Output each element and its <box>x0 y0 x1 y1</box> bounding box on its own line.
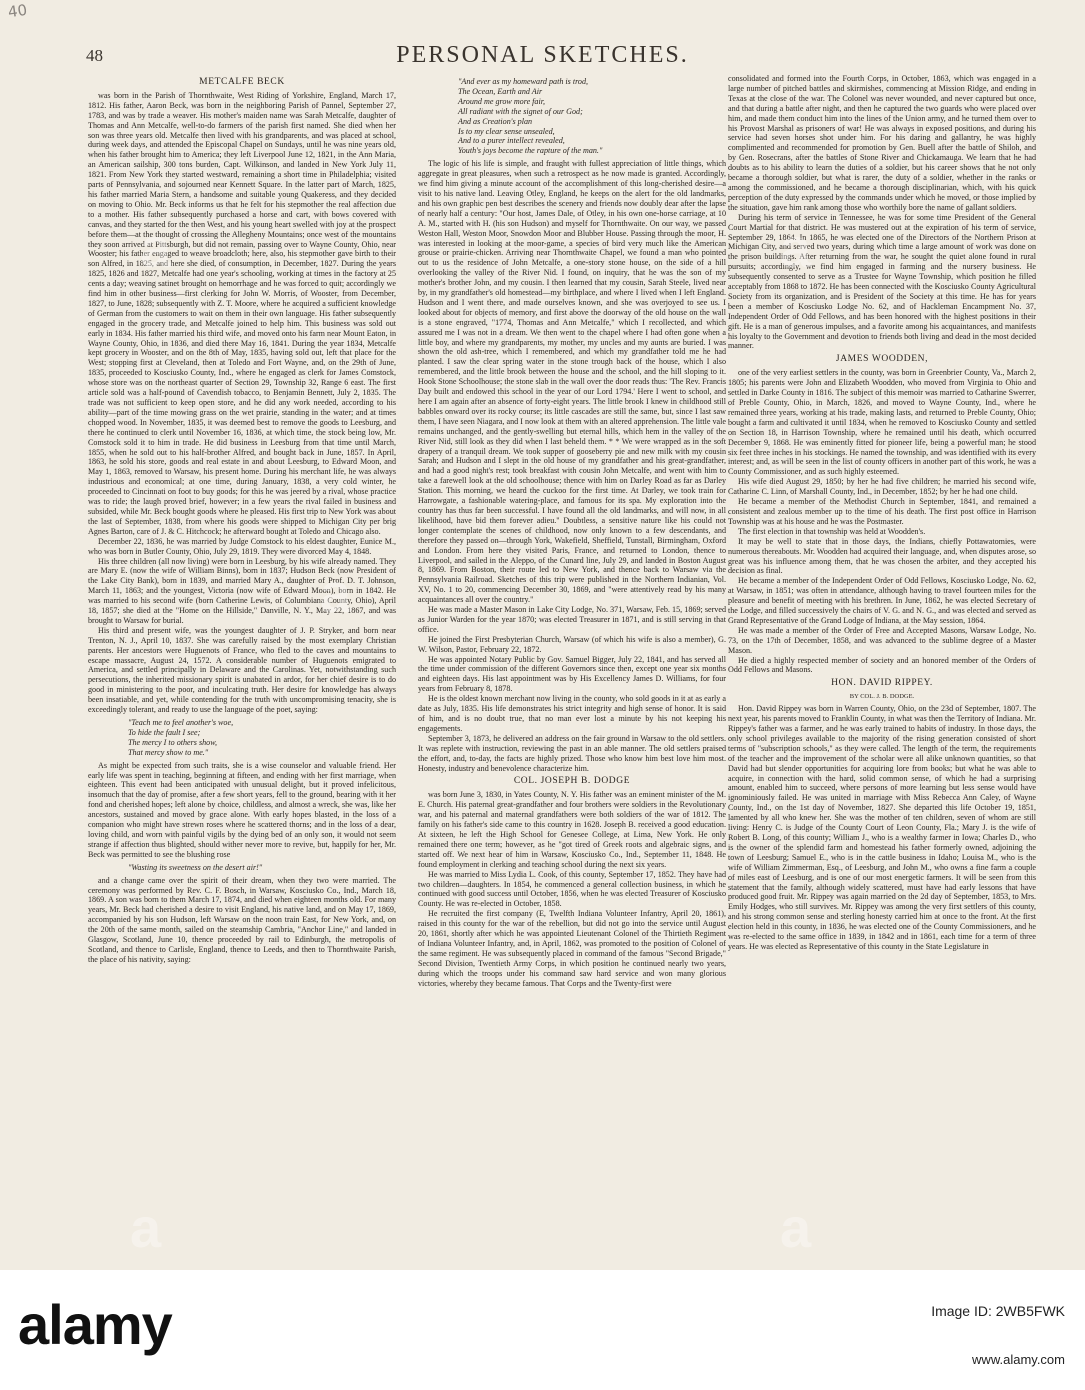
paragraph: He is the oldest known merchant now living in the county, who sold goods in it at as early a date as July, 1835. His life demonstrates his strict integrity and high sense of honor. It is said of him, and is no doubt true, that no man ever lost a minute by his not keeping his engagements. <box>418 694 726 733</box>
paragraph: He recruited the first company (E, Twelfth Indiana Volunteer Infantry, April 20, 1861), raised in this county for the war of the rebellion, but did not go into the service until August 20, 1861, shortly after which he was appointed Lieutenant Colonel of the Thirtieth Regiment of Indiana Volunteer Infantry, and, in April, 1862, was promoted to the position of Colonel of the same regiment. He was subsequently placed in command of the famous "Second Brigade," Second Division, Twentieth Army Corps, in which position he continued nearly two years, during which the troops under his command saw hard service and won many glorious victories, whereby they became famous. That Corps and the Twenty-first were <box>418 909 726 988</box>
paragraph: During his term of service in Tennessee, he was for some time President of the General Court Martial for that district. He was mustered out at the expiration of his term of service, September 29, 1864. In 1865, he was elected one of the Directors of the Northern Prison at Michigan City, and served two years, during which time a large amount of work was done on the prison buildings. After returning from the war, he sought the quiet alone found in rural pursuits; accordingly, we find him engaged in farming and the nursery business. He subsequently consented to serve as a Trustee for Wayne Township, which position he filled acceptably from 1868 to 1872. He has been connected with the Kosciusko County Agricultural Society from its organization, and is President of the Society at this time. He has for years been a member of Kosciusko Lodge No. 62, and of Hackleman Encampment No. 37, Independent Order of Odd Fellows, and has been honored with the highest positions in their gift. He is a man of generous impulses, and a favorite among his acquaintances, and manifests his loyalty to the Government and devotion to friends both living and dead in the most decided manner. <box>728 212 1036 351</box>
paragraph: He was married to Miss Lydia L. Cook, of this county, September 17, 1852. They have had two children—daughters. In 1854, he commenced a general collection business, in which he continued with good success until October, 1856, when he was elected Treasurer of Kosciusko County. He was re-elected in October, 1858. <box>418 869 726 909</box>
text-column-left <box>88 74 396 1244</box>
paragraph: Hon. David Rippey was born in Warren County, Ohio, on the 23d of September, 1807. The next year, his parents moved to Franklin County, in what was then the Territory of Indiana. Mr. Rippey's father was a farmer, and he was early trained to habits of industry. In those days, the only school privileges available to the majority of the rising generation consisted of short terms of "subscription schools," as they were called. The length of the term, the requirements of the teacher and the improvement of the scholar were all alike unknown quantities, so that David had but slender opportunities for acquiring lore from books; but what he was able to acquire, in connection with the hard, solid common sense, of which he had a surprising amount, enabled him to succeed, where persons of more learning but less sense would have ignominiously failed. He was united in marriage with Miss Rebecca Ann Caley, of Wayne County, Ind., on the 1st day of November, 1827. She departed this life October 19, 1851, lamented by all who knew her. She was the mother of ten children, seven of whom are still living: Henry C. is Judge of the County Court of Leon County, Fla.; Mary J. is the wife of Robert B. Long, of this county; William J., who is a wealthy farmer in Iowa; Charles D., who is the owner of the splendid farm and homestead his father formerly owned, adjoining the town of Leesburg; Samuel E., who is in the cattle business in Idaho; Louisa M., who is the wife of William Zimmerman, Esq., of Leesburg, and John M., who owns a fine farm a couple of miles east of Leesburg, and is one of our most energetic farmers. It will be seen from this statement that the family, although widely scattered, must have had early lessons that have produced good fruit. Mr. Rippey was again married on the 2d day of September, 1853, to Mrs. Emily Hodges, who still survives. Mr. Rippey was among the very first settlers of this county, and his strong common sense and sterling honesty carried him at once to the front. At the first election held in this county, in 1836, he was elected one of the County Commissioners, and he was re-elected to the same office in 1839, in 1842 and in 1861, each time for a term of three years. He was elected as Representative of this county in the State Legislature in <box>728 704 1036 951</box>
watermark-ghost: a <box>320 561 352 624</box>
verse-line: Youth's joys become the rapture of the man." <box>458 146 603 156</box>
verse-line: All radiant with the signet of our God; <box>458 106 583 116</box>
paragraph: He joined the First Presbyterian Church, Warsaw (of which his wife is also a member), G. W. Wilson, Pastor, February 22, 1872. <box>418 634 726 654</box>
verse-line: The Ocean, Earth and Air <box>458 86 543 96</box>
section-title-david-rippey: HON. DAVID RIPPEY. <box>831 678 933 689</box>
section-title-metcalfe-beck: METCALFE BECK <box>199 77 285 87</box>
text-column-middle <box>418 74 726 1244</box>
paragraph: He was made a member of the Order of Free and Accepted Masons, Warsaw Lodge, No. 73, on the 17th of December, 1858, and was advanced to the sublime degree of a Master Mason. <box>728 625 1036 655</box>
paragraph: September 3, 1873, he delivered an address on the fair ground in Warsaw to the old settlers. It was replete with instruction, reviewing the past in an able manner. The old settlers praised the effort, and, to-day, the facts are highly prized. Those who know him best love him most. Honesty, industry and benevolence characterize him. <box>418 733 726 773</box>
text-column-right <box>728 74 1036 1244</box>
paragraph: and a change came over the spirit of their dream, when they two were married. The ceremony was performed by Rev. C. F. Bosch, in Warsaw, Kosciusko Co., Ind., March 18, 1869. A son was born to them March 17, 1874, and died when eighteen months old. For many years, Mr. Beck had cherished a desire to visit England, his native land, and on May 17, 1869, accompanied by his son Hudson, left Warsaw on the noon train East, for New York, and, on the 20th of the same month, sailed on the steamship Cambria, "Anchor Line," and landed in Glasgow, Scotland, June 10, thence proceeded by rail to Edinburgh, the metropolis of Scotland, and thence to Carlisle, England, thence to Leeds, and then to Thornthwaite Parish, the place of his nativity, saying: <box>88 875 396 964</box>
paragraph: He was made a Master Mason in Lake City Lodge, No. 371, Warsaw, Feb. 15, 1869; served as Junior Warden for the year 1870; was elected Treasurer in 1871, and is still serving in that office. <box>418 605 726 634</box>
paragraph: His three children (all now living) were born in Leesburg, by his wife already named. They are Mary E. (now the wife of William Binns), born in 1837; Hudson Beck (now President of the Lake City Bank), born in 1839, and married Mary A., daughter of Prof. D. T. Johnson, March 11, 1863; and the youngest, Victoria (now wife of Edward Moon), born in 1842. He was married to his second wife (born Catherine Lewis, of Columbiana County, Ohio), April 18, 1857; she died at the "Home on the Hillside," Danville, N. Y., May 22, 1867, and was brought to Warsaw for burial. <box>88 556 396 625</box>
pencil-page-mark: 40 <box>6 0 29 22</box>
verse-line: That mercy show to me." <box>128 747 209 757</box>
watermark-url: www.alamy.com <box>972 1352 1065 1367</box>
paragraph: consolidated and formed into the Fourth Corps, in October, 1863, which was engaged in a large number of pitched battles and skirmishes, commencing at Mission Ridge, and ending in Texas at the close of the war. The Colonel was never wounded, and never captured but once, and that during a battle after night, and then he captured the two guards who were placed over him, and made them conduct him into the lines of the Union army, and he turned them over to his Provost Marshal as prisoners of war! He was always in exposed positions, and during his service had seven horses shot under him. For his daring and gallantry, he was highly complimented and recommended for promotion by Gen. Buell after the battle of Shiloh, and by Gen. Rosecrans, after the battles of Stone River and Chickamauga. We learn that he had doubts as to his ability to learn the duties of a soldier, but his career shows that he not only became a thorough soldier, but what is rarer, the duty of a soldier, whether in the ranks or among the commissioned, and he became a thorough disciplinarian, which, with his quick perception of the duty expressed by the commands under which he moved, or those implied by the situation, gave him rank among those who worthily bore the name of gallant soldiers. <box>728 74 1036 212</box>
watermark-ghost: a <box>130 1196 162 1259</box>
paragraph: His third and present wife, was the youngest daughter of J. P. Stryker, and born near Trenton, N. J., April 10, 1837. She was carefully raised by the most exemplary Christian parents. Her ancestors were Huguenots of France, who fled to the caves and mountains to escape massacre, August 24, 1572. A considerable number of Huguenots emigrated to America, and settled principally in Delaware and the Carolinas. Yet, notwithstanding such persecutions, the inherited missionary spirit is unabated in ardor, for her chief desire is to do good in ministering to the poor, and inculcating truth. Her desire for knowledge has always been insatiable, and yet, while contending for the truth with uncompromising tenacity, she is exceedingly tolerant, and ready to use the language of the poet, saying: <box>88 625 396 715</box>
byline: BY COL. J. B. DODGE. <box>849 693 915 701</box>
verse-line: And as Creation's plan <box>458 116 533 126</box>
paragraph: He became a member of the Methodist Church in September, 1841, and remained a consistent and zealous member up to the time of his death. The first post office in Harrison Township was at his house and he was the Postmaster. <box>728 497 1036 526</box>
verse-line: Is to my clear sense unsealed, <box>458 126 555 136</box>
paragraph: one of the very earliest settlers in the county, was born in Greenbrier County, Va., March 2, 1805; his parents were John and Elizabeth Woodden, who moved from Virginia to Ohio and settled in Darke County in 1816. The subject of this memoir was married to Catharine Swerrer, of Preble County, Ohio, in March, 1826, and moved to Wayne County, Ind., where he remained three years, working at his trade, making lasts, and returned to Preble County, Ohio; bought a farm and cultivated it until 1834, when he removed to Kosciusko County and settled on Section 18, in Harrison Township, where he remained until his death, which occurred December 9, 1868. He was eminently fitted for pioneer life, being a powerful man; he stood six feet three inches in his stockings. He named the township, and was identified with its every interest; and, as will be seen in the list of county officers in another part of this work, he was a County Commissioner, and as such highly esteemed. <box>728 368 1036 477</box>
verse-quote <box>458 77 726 156</box>
paragraph: December 22, 1836, he was married by Judge Comstock to his eldest daughter, Eunice M., who was born in Butler County, Ohio, July 29, 1819. They were divorced May 4, 1848. <box>88 536 396 556</box>
verse-line: "Teach me to feel another's woe, <box>128 718 234 727</box>
image-id-label: Image ID: 2WB5FWK <box>931 1303 1065 1319</box>
paragraph: His wife died August 29, 1850; by her he had five children; he married his second wife, Catharine C. Linn, of Marshall County, Ind., in December, 1852; by her he had one child. <box>728 477 1036 497</box>
watermark-ghost: a <box>780 1196 812 1259</box>
paragraph: was born in the Parish of Thornthwaite, West Riding of Yorkshire, England, March 17, 1812. His father, Aaron Beck, was born in the neighboring Parish of Pannel, September 27, 1783, and was by trade a weaver. His mother's maiden name was Sarah Metcalfe, daughter of Thomas and Ann Metcalfe, well-to-do farmers of the parish first named. She died when her son was three years old. Metcalfe then lived with his grandparents, and was placed at school, during week days, and attended the Episcopal Chapel on Sundays, until he was nine years old, when his father brought him to America; they left Liverpool June 12, 1821, in the Ann Maria, an American sailship, 300 tons burden, Capt. Wilkinson, and landed in New York July 11, 1821. From New York they started westward, remaining a short time in Philadelphia; visited parts of Pennsylvania, and sojourned near Kennett Square. In the latter part of March, 1825, his father married Maria Stern, a handsome and suitable young Quakeress, and they decided on moving to Ohio. Mr. Beck informs us that he felt for his stepmother the real affection due to a mother. His father subsequently purchased a horse and cart, with bows covered with canvas, and they started for the then West, and his young heart swelled with joy at the prospect before them—at the thought of crossing the Allegheny Mountains; once west of the mountains they soon arrived at Pittsburgh, but did not remain, passing over to Wayne County, Ohio, near Wooster; his father engaged to weave broadcloth; here, also, his stepmother gave birth to their son Alfred, in 1825, and here she died, of consumption, in December, 1827. During the years 1825, 1826 and 1827, Metcalfe had one year's schooling, working at times in the factory at 25 cents a day; weaving satinet brought on hemorrhage and he was forced to quit; accordingly we find him in other business—first clerking for John W. Morris, of Wooster, from December, 1827, to June, 1828; subsequently with Z. T. Moore, where he acquired a sufficient knowledge of German from the customers to wait on them in their own language. His father subsequently engaged in the grocery trade, and Metcalfe joined to help him. This business was sold out early in 1834. His father married his third wife, and moved onto his farm near Mount Eaton, in Wayne County, Ohio, in 1836, and died there May 16, 1841. During the year 1834, Metcalfe kept grocery in Wooster, and on the 8th of May, 1835, having sold out, left that place for the West; stopping first at Cleveland, then at Toledo and Fort Wayne, and, on the 29th of June, 1835, proceeded to Kosciusko County, Ind., where he engaged as clerk for James Comstock, whose store was on the northeast quarter of Section 29, Township 32, Range 6 east. The first article sold was a half-pound of Cavendish tobacco, to Benjamin Bennett, July 2, 1835. The trade was not sufficient to keep open store, and he did any work needed, according to his ability—part of the time mowing grass on the wet prairie, standing in the water; and at times chopped wood. In November, 1835, it was deemed best to remove the goods to Leesburg, and there he continued to clerk until November 16, 1836, at which time, the stock being low, Mr. Comstock sold it to him in trade. He did business in Leesburg from that time until March, 1855, when he sold out to his half-brother Alfred, and bought back in June, 1857. In April, 1863, he sold his store, goods and real estate in and about Leesburg, to Edward Moon, and May 1, 1863, removed to Warsaw, his present home. During his merchant life, he was always industrious and economical; at one time, during January, 1838, a very cold winter, he proceeded to Cincinnati on foot to buy goods; for this he was jeered by a rival, whose practice was to ride; the laugh proved brief, however; in a few years the rival failed in business and subsided, while Mr. Beck bought goods where he pleased. His first trip to New York was about the last of September, 1838, from where his goods were shipped to Michigan City per brig Agnes Barton, care of J. & C. Hitchcock; he afterward bought at Toledo and Chicago also. <box>88 90 396 536</box>
verse-line: And to a purer intellect revealed, <box>458 136 565 146</box>
paragraph: It may be well to state that in those days, the Indians, chiefly Pottawatomies, were numerous thereabouts. Mr. Woodden had acquired their language, and, when disputes arose, so great was his influence among them, that he was chosen the arbiter, and they accepted his decision as final. <box>728 536 1036 576</box>
section-title-james-woodden: JAMES WOODDEN, <box>835 354 929 365</box>
paragraph: As might be expected from such traits, she is a wise counselor and valuable friend. Her early life was spent in teaching, beginning at fifteen, and ending with her first marriage, when eighteen. This event had been anticipated with unusual delight, but it proved infelicitous, insomuch that the day of promise, after a few short years, fell to the ground, bearing with it her fond and cherished hopes; left alone by choice, childless, and almost a wreck, she was, like her ancestors, sustained and moved by grace alone. With early hopes blasted, in the loss of a companion who might have strewn roses where he scattered thorns; and in the loss of a dear, loving child, and worn with painful vigils by the dying bed of an only son, it would not seem strange if affection thus blighted, should wither never more to revive, but, happily for her, Mr. Beck was permitted to see the blushing rose <box>88 760 396 859</box>
paragraph: was born June 3, 1830, in Yates County, N. Y. His father was an eminent minister of the M. E. Church. His paternal great-grandfather and four brothers were soldiers in the Revolutionary war, and his paternal and maternal grandfathers were both soldiers of the war of 1812. The family on his father's side came to this country in 1628. Joseph B. received a good education. At sixteen, he left the High School for Genesee College, at Lima, New York. He only remained there one term; however, as he "got tired of Greek roots and algebraic signs, and started off. We next hear of him in Warsaw, Kosciusko Co., Ind., September 11, 1848. He found employment in clerking and teaching school during the next six years. <box>418 790 726 869</box>
page-number: 48 <box>86 46 103 65</box>
running-head: PERSONAL SKETCHES. <box>396 42 689 68</box>
verse-line: The mercy I to others show, <box>128 737 218 747</box>
section-title-joseph-dodge: COL. JOSEPH B. DODGE <box>513 776 631 787</box>
paragraph: He died a highly respected member of society and an honored member of the Orders of Odd Fellows and Masons. <box>728 655 1036 675</box>
verse-line: Around me grow more fair, <box>458 96 546 106</box>
verse-quote <box>128 863 396 873</box>
watermark-ghost: a <box>140 216 172 279</box>
paragraph: He became a member of the Independent Order of Odd Fellows, Kosciusko Lodge, No. 62, at Warsaw, in 1851; was often in attendance, although having to travel fourteen miles for the pleasure and benefit of meeting with his brethren. In June, 1862, he was elected Secretary of the Lodge, and filled successively the chairs of V. G. and N. G., and was elected and served as Grand Representative of the Grand Lodge of Indiana, at the May session, 1864. <box>728 576 1036 625</box>
verse-line: "And ever as my homeward path is trod, <box>458 77 589 86</box>
verse-quote <box>128 718 396 758</box>
alamy-logo: alamy <box>18 1293 172 1356</box>
verse-line: "Wasting its sweetness on the desert air!" <box>128 862 263 872</box>
verse-line: To hide the fault I see; <box>128 727 201 737</box>
paragraph: The logic of his life is simple, and fraught with fullest appreciation of little things, which aggregate in great pleasures, when such a retrospect as he now made is granted. Accordingly, we find him giving a minute account of the accomplishment of this long-cherished desire—a visit to his native land. Leaving Otley, England, he keeps on the alert for the old landmarks, and his own graphic pen best describes the scenery and friends now doubly dear after the lapse of nearly half a century: "Our host, James Dale, of Otley, in his own one-horse carriage, at 10 A. M., started with H. (his son Hudson) and myself for Thornthwaite. On our way, we passed Weston Hall, Weston Moor, Snowdon Moor and Blubber House. Passing through the moor, H. was interested in looking at the moor-game, a species of bird very much like the American grouse or prairie-chicken. Arriving near Thornthwaite Chapel, we found a man who pointed out to us the residence of John Metcalfe, a one-story stone house, on the side of a hill overlooking the valley of the River Nid. I found, on inquiry, that he was the son of my mother's brother John, and my cousin. I then learned that my cousin, Sarah Steele, lived near by, in my grandfather's old homestead—my birthplace, and where I lived when I left England. Hudson and I went there, and made ourselves known, and she was overjoyed to see us. I looked about for objects of memory, and first above the doorway of the old house on the wall is a stone engraved, "1774, Thomas and Ann Metcalfe," which I recollected, and which assured me I was not in a dream. We then went to the chapel where I had often gone when a little boy, and where my grandparents, my mother, my uncles and my aunts are buried. I was shown the old ash-tree, which I remembered, and which my grandfather told me he had planted. I saw the clear spring water in the stone trough back of the house, which I also remembered, and the little brook between the house and the school, and the hill sloping to it. Hook Stone Schoolhouse; the stone slab in the wall over the door reads thus: 'The Rev. Francis Day built and endowed this school in the year of our Lord 1794.' Here I went to school, and here I am again after an absence of forty-eight years. The little brook I knew in childhood still babbles onward over its rocky course; its little cascades are still the same, but, since I last saw them, I have seen Niagara, and I now look at them with an altered apprehension. The little vale remains unchanged, and the gently-swelling but eternal hills, which hem in the valley of the River Nid, still look as they did when I last beheld them. * * We were wrapped as in the soft drapery of a tranquil dream. We took supper of gooseberry pie and new milk with my cousin Sarah; and Hudson and I slept in the old house of my grandfather and his great-grandfather, and had a good night's rest; took breakfast with cousin John Metcalfe, and went with him to take a farewell look at the old schoolhouse; thence with him on Darley Road as far as Darley Station. This morning, we heard the cuckoo for the first time. At Darley, we took train for Harrowgate, a fashionable watering-place, and famous for its spa. My exploration into the country has thus far been successful. I have found all the old landmarks, and will now, in all likelihood, have bid them forever adieu." Doubtless, a sensitive nature like his could not longer contemplate the scenes of childhood, now only known to a few descendants, and therefore they passed on—through York, Wakefield, Sheffield, Tunstall, Birmingham, Oxford and London. From here they visited Paris, France, and returned to London, thence to Liverpool, and sailed in the Aleppo, of the Cunard line, July 29, and landed in Boston August 8, 1869. From Boston, their route led to New York, and thence back to Warsaw via the Pennsylvania Railroad. Sketches of this trip were published in the Northern Indianian, Vol. XV, No. 1 to 20, commencing December 30, 1869, and "were attentively read by his many acquaintances all over the country." <box>418 159 726 605</box>
paragraph: The first election in that township was held at Woodden's. <box>738 526 926 536</box>
watermark-ghost: a <box>780 216 812 279</box>
paragraph: He was appointed Notary Public by Gov. Samuel Bigger, July 22, 1841, and has served all the time under commission of the different Governors since then, except one year six months and eighteen days. His last appointment was by His Excellency James D. Williams, for four years from February 8, 1878. <box>418 654 726 694</box>
